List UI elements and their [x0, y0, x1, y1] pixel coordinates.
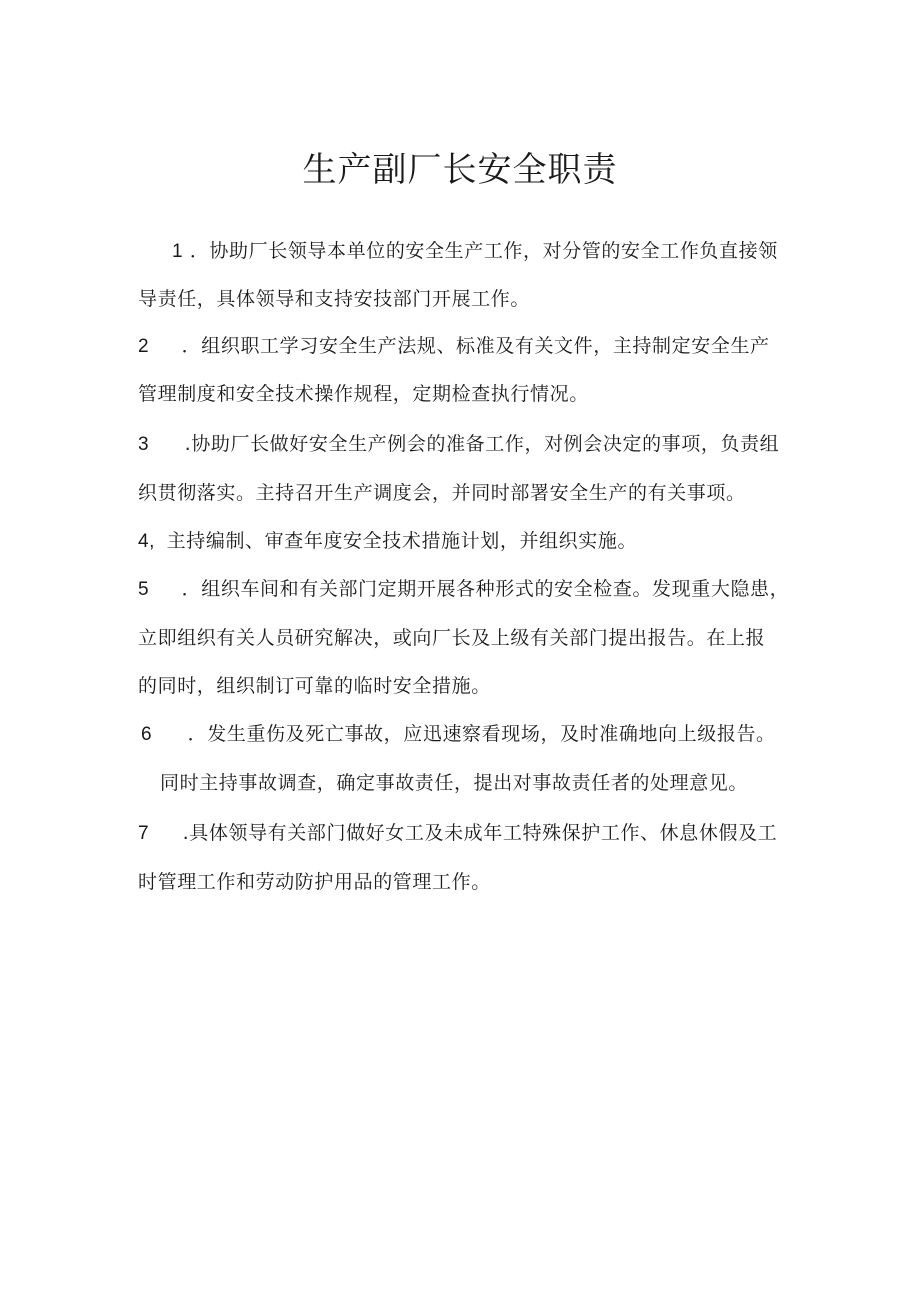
- item-4-number: 4,: [138, 531, 156, 552]
- item-3-line-1: [138, 429, 779, 460]
- item-5-number: 5: [138, 579, 150, 600]
- item-7-line-1: [138, 818, 777, 849]
- item-2-line-2: 管理制度和安全技术操作规程，定期检查执行情况。: [138, 383, 589, 405]
- item-2-text-1: ．组织职工学习安全生产法规、标准及有关文件，主持制定安全生产: [181, 335, 770, 357]
- item-1-number: 1: [172, 241, 184, 262]
- item-3-number: 3: [138, 434, 150, 455]
- item-5-line-1: [138, 574, 789, 605]
- item-2-number: 2: [138, 336, 150, 357]
- item-7-text-1: .具体领导有关部门做好女工及未成年工特殊保护工作、休息休假及工: [182, 822, 778, 844]
- item-6-line-1: [141, 719, 776, 750]
- item-4-line-1: [138, 526, 637, 557]
- item-1-text-1: ．协助厂长领导本单位的安全生产工作，对分管的安全工作负直接领: [189, 240, 778, 262]
- item-1-line-1: [172, 236, 778, 267]
- item-6-number: 6: [141, 724, 153, 745]
- item-2-line-1: [138, 331, 770, 362]
- item-3-line-2: 织贯彻落实。主持召开生产调度会，并同时部署安全生产的有关事项。: [138, 482, 746, 504]
- item-3-text-1: .协助厂长做好安全生产例会的准备工作，对例会决定的事项，负责组: [184, 433, 780, 455]
- item-6-text-1: ．发生重伤及死亡事故，应迅速察看现场，及时准确地向上级报告。: [187, 723, 776, 745]
- item-6-line-2: 同时主持事故调查，确定事故责任，提出对事故责任者的处理意见。: [160, 772, 749, 794]
- item-1-line-2: 导责任，具体领导和支持安技部门开展工作。: [138, 288, 531, 310]
- item-5-text-1: ．组织车间和有关部门定期开展各种形式的安全检查。发现重大隐患，: [181, 578, 790, 600]
- item-5-line-3: 的同时，组织制订可靠的临时安全措施。: [138, 675, 491, 697]
- item-4-text-1: 主持编制、审查年度安全技术措施计划，并组织实施。: [166, 530, 638, 552]
- item-5-line-2: 立即组织有关人员研究解决，或向厂长及上级有关部门提出报告。在上报: [138, 627, 766, 649]
- item-7-number: 7: [138, 823, 150, 844]
- document-title: 生产副厂长安全职责: [302, 150, 618, 190]
- item-7-line-2: 时管理工作和劳动防护用品的管理工作。: [138, 871, 491, 893]
